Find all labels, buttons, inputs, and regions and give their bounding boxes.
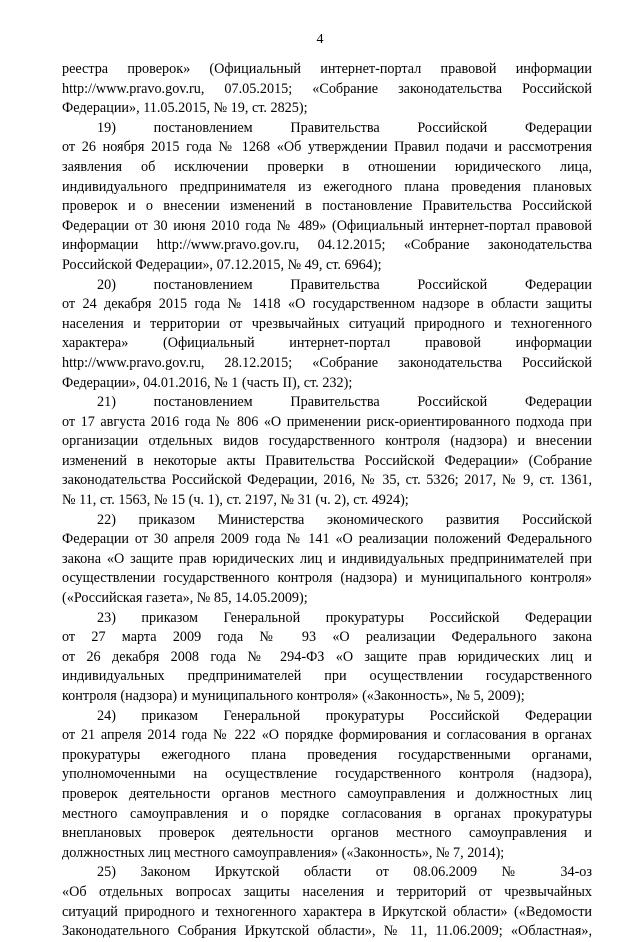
text-line: от 26 декабря 2008 года № 294-ФЗ «О защите прав юридических лиц и: [62, 648, 592, 665]
text-line: проверок деятельности органов местного самоуправления и должностных лиц: [62, 785, 592, 802]
text-line: 20) постановлением Правительства Российской Федерации: [97, 276, 592, 293]
text-line: организации отдельных видов государственного контроля (надзора) и внесении: [62, 433, 592, 450]
text-line: уполномоченными на осуществление государственного контроля (надзора),: [62, 766, 592, 783]
text-line: изменений в некоторые акты Правительства Российской Федерации» (Собрание: [62, 452, 592, 469]
text-line: от 27 марта 2009 года № 93 «О реализации Федерального закона: [62, 629, 592, 646]
text-line: прокуратуры ежегодного плана проведения государственными органами,: [62, 746, 592, 763]
text-line: 25) Законом Иркутской области от 08.06.2009 № 34-оз: [97, 864, 592, 881]
text-line: Федерации от 30 апреля 2009 года № 141 «О реализации положений Федерального: [62, 531, 592, 548]
text-line: ситуаций природного и техногенного характера в Иркутской области» («Ведомости: [62, 903, 592, 920]
text-line: 24) приказом Генеральной прокуратуры Российской Федерации: [97, 707, 592, 724]
text-line: № 11, ст. 1563, № 15 (ч. 1), ст. 2197, № 31 (ч. 2), ст. 4924);: [62, 492, 409, 509]
text-line: Федерации от 30 июня 2010 года № 489» (Официальный интернет-портал правовой: [62, 217, 592, 234]
text-line: Законодательного Собрания Иркутской области», № 11, 11.06.2009; «Областная»,: [62, 923, 592, 940]
text-line: http://www.pravo.gov.ru, 28.12.2015; «Собрание законодательства Российской: [62, 354, 592, 371]
text-line: Российской Федерации», 07.12.2015, № 49, ст. 6964);: [62, 256, 382, 273]
text-line: местного самоуправления и о порядке согласования в органах прокуратуры: [62, 805, 592, 822]
text-line: осуществлении государственного контроля (надзора) и муниципального контроля»: [62, 570, 592, 587]
text-line: информации http://www.pravo.gov.ru, 04.12.2015; «Собрание законодательства: [62, 237, 592, 254]
document-body: [62, 60, 592, 942]
text-line: реестра проверок» (Официальный интернет-портал правовой информации: [62, 61, 592, 77]
text-line: «Об отдельных вопросах защиты населения и территорий от чрезвычайных: [62, 883, 592, 900]
text-line: населения и территории от чрезвычайных ситуаций природного и техногенного: [62, 315, 592, 332]
text-line: должностных лиц местного самоуправления» («Законность», № 7, 2014);: [62, 844, 505, 861]
text-line: закона «О защите прав юридических лиц и индивидуальных предпринимателей при: [62, 550, 592, 567]
text-line: от 26 ноября 2015 года № 1268 «Об утверждении Правил подачи и рассмотрения: [62, 139, 592, 156]
page-number: 4: [316, 32, 324, 47]
text-line: характера» (Официальный интернет-портал правовой информации: [62, 335, 592, 352]
text-line: законодательства Российской Федерации, 2016, № 35, ст. 5326; 2017, № 9, ст. 1361,: [62, 472, 592, 489]
text-line: 22) приказом Министерства экономического развития Российской: [97, 511, 592, 528]
text-line: («Российская газета», № 85, 14.05.2009);: [62, 590, 308, 607]
text-line: внеплановых проверок деятельности органов местного самоуправления и: [62, 825, 592, 842]
text-line: проверок и о внесении изменений в постановление Правительства Российской: [62, 198, 592, 215]
text-line: 19) постановлением Правительства Российской Федерации: [97, 119, 592, 136]
text-line: 23) приказом Генеральной прокуратуры Российской Федерации: [97, 609, 592, 626]
text-line: Федерации», 11.05.2015, № 19, ст. 2825);: [62, 100, 308, 117]
text-line: заявления об исключении проверки в отношении юридического лица,: [62, 158, 592, 175]
text-line: 21) постановлением Правительства Российской Федерации: [97, 394, 592, 411]
text-line: Федерации», 04.01.2016, № 1 (часть II), ст. 232);: [62, 374, 353, 391]
text-line: индивидуальных предпринимателей при осуществлении государственного: [62, 668, 592, 685]
text-line: контроля (надзора) и муниципального контроля» («Законность», № 5, 2009);: [62, 688, 525, 704]
text-line: индивидуального предпринимателя из ежегодного плана проведения плановых: [62, 178, 592, 195]
text-line: от 17 августа 2016 года № 806 «О применении риск-ориентированного подхода при: [62, 413, 592, 430]
text-line: от 21 апреля 2014 года № 222 «О порядке формирования и согласования в органах: [62, 727, 592, 744]
text-line: http://www.pravo.gov.ru, 07.05.2015; «Собрание законодательства Российской: [62, 80, 592, 97]
text-line: от 24 декабря 2015 года № 1418 «О государственном надзоре в области защиты: [62, 296, 592, 313]
